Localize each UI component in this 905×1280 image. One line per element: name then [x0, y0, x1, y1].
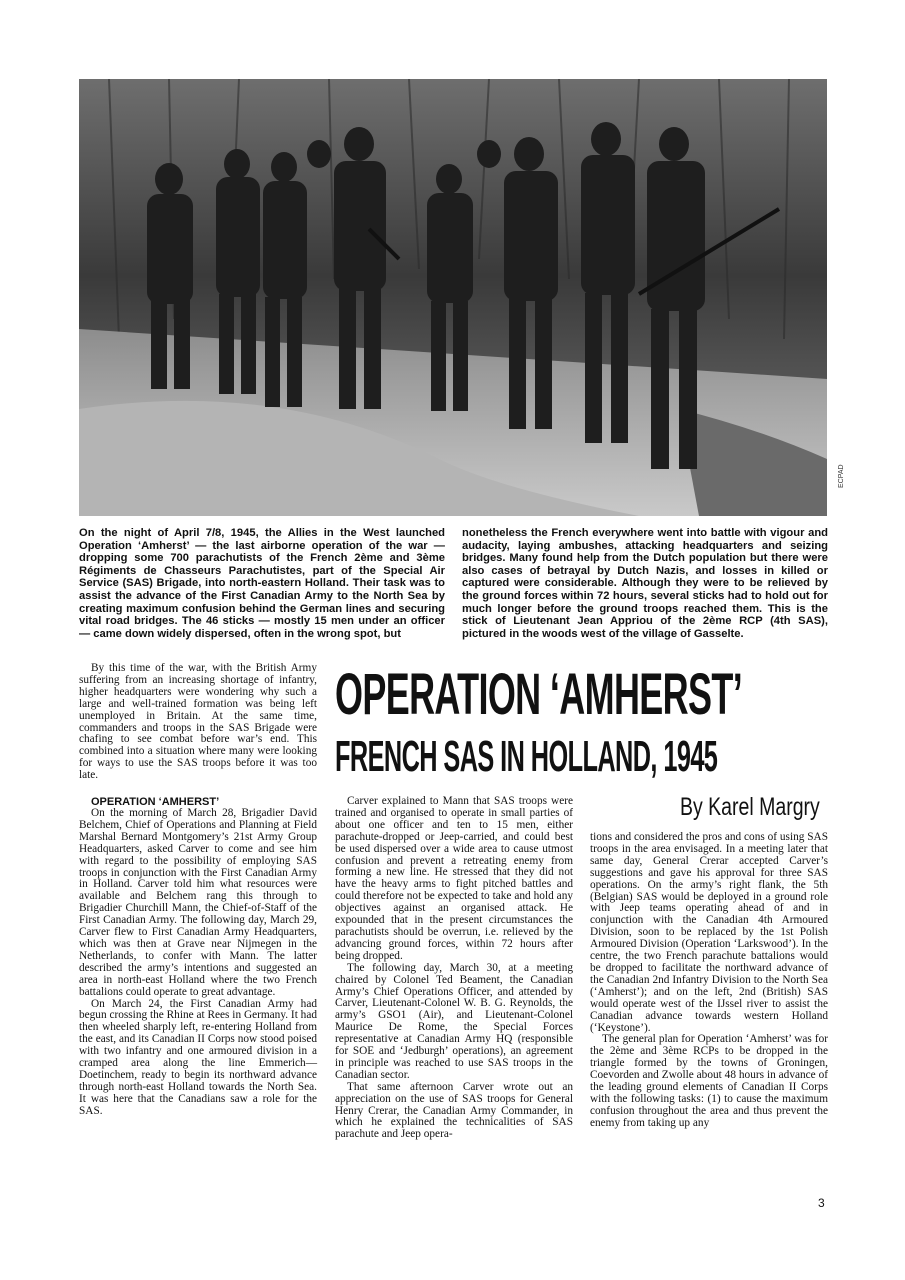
paragraph: Carver explained to Mann that SAS troops were trained and organised to operate in small parties of about one officer and ten to 15 men, either parachute-dropped or Jeep-carried, and could best be used dispersed over a wide area to cause utmost confusion and prevent a retreating enemy from forming a new line. He stressed that they did not have the heavy arms to fight pitched battles and could therefore not be expected to take and hold any objectives against an organised attack. He expounded that in the present circumstances the parachutists should be overrun, i.e. relieved by the advancing ground forces, within 72 hours after being dropped. — [335, 795, 573, 962]
section-heading: OPERATION ‘AMHERST’ — [91, 796, 220, 808]
photo-credit: ECPAD — [838, 464, 845, 488]
article-intro-column — [79, 663, 317, 782]
paragraph: The following day, March 30, at a meeting chaired by Colonel Ted Beament, the Canadian Army’s Chief Operations Officer, and attended by Carver, Lieutenant-Colonel W. B. G. Reynolds, the army’s GSO1 (Air), and Lieutenant-Colonel Maurice De Rome, the Special Forces representative at Canadian Army HQ (responsible for SOE and ‘Jedburgh’ operations), an agreement in principle was reached to use SAS troops in the Canadian sector. — [335, 961, 573, 1081]
soldiers-photo — [79, 79, 827, 516]
article-title: OPERATION ‘AMHERST’ — [335, 662, 743, 727]
photo-caption-left: On the night of April 7/8, 1945, the Allies in the West launched Operation ‘Amherst’ — the last airborne operation of the war — dropping some 700 parachutists of the French 2ème and 3ème Régiments de Chasseurs Parachutistes, part of the Special Air Service (SAS) Brigade, into north-eastern Holland. Their task was to assist the advance of the First Canadian Army to the North Sea by creating maximum confusion behind the German lines and securing vital road bridges. The 46 sticks — mostly 15 men under an officer — came down widely dispersed, often in the wrong spot, but — [79, 527, 445, 640]
soldiers-photo-illustration — [79, 79, 827, 516]
paragraph: tions and considered the pros and cons of using SAS troops in the area envisaged. In a meeting later that same day, General Crerar accepted Carver’s suggestions and gave his approval for three SAS operations. On the army’s right flank, the 5th (Belgian) SAS would be deployed in a ground role with Jeep teams operating ahead of and in conjunction with the Canadian 4th Armoured Division, soon to be replaced by the 1st Polish Armoured Division (Operation ‘Larkswood’). In the centre, the two French parachute battalions would be dropped to facilitate the northward advance of the Canadian 2nd Infantry Division to the North Sea (‘Amherst’); and on the left, 2nd (British) SAS would operate west of the IJssel river to assist the Canadian advance towards western Holland (‘Keystone’). — [590, 831, 828, 1034]
paragraph: On March 24, the First Canadian Army had begun crossing the Rhine at Rees in Germany. It had then wheeled sharply left, re-entering Holland from the east, and its Canadian II Corps now stood poised with two infantry and one armoured division in a cramped area along the line Emmerich—Doetinchem, ready to begin its northward advance through north-east Holland towards the North Sea. It was here that the Canadians saw a role for the SAS. — [79, 997, 317, 1117]
paragraph: The general plan for Operation ‘Amherst’ was for the 2ème and 3ème RCPs to be dropped in the triangle formed by the towns of Groningen, Coevorden and Zwolle about 48 hours in advance of the leading ground elements of Canadian II Corps with the following tasks: (1) to cause the maximum confusion throughout the area and thus prevent the enemy from taking up any — [590, 1033, 828, 1129]
article-column-2 — [335, 796, 573, 1141]
article-column-1 — [79, 796, 317, 1118]
paragraph: That same afternoon Carver wrote out an appreciation on the use of SAS troops for General Henry Crerar, the Canadian Army Commander, in which he explained the technicalities of SAS parachute and Jeep opera- — [335, 1080, 573, 1141]
article-subtitle: FRENCH SAS IN HOLLAND, 1945 — [335, 732, 718, 781]
intro-paragraph: By this time of the war, with the British Army suffering from an increasing shortage of infantry, higher headquarters were wondering why such a large and well-trained formation was being left unemployed in Britain. At the same time, commanders and troops in the SAS Brigade were chafing to see combat before war’s end. This combined into a situation where many were looking for ways to use the SAS troops before it was too late. — [79, 662, 317, 782]
photo-caption-right: nonetheless the French everywhere went into battle with vigour and audacity, laying ambushes, attacking headquarters and seizing bridges. Many found help from the Dutch population but there were also cases of betrayal by Dutch Nazis, and losses in killed or captured were considerable. Although they were to be relieved by the ground forces within 72 hours, several sticks had to hold out for much longer before the ground troops reached them. This is the stick of Lieutenant Jean Appriou of the 2ème RCP (4th SAS), pictured in the woods west of the village of Gasselte. — [462, 527, 828, 640]
article-column-3 — [590, 832, 828, 1130]
article-byline: By Karel Margry — [680, 793, 820, 821]
paragraph: On the morning of March 28, Brigadier David Belchem, Chief of Operations and Planning at Field Marshal Bernard Montgomery’s 21st Army Group Headquarters, asked Carver to come and see him with regard to the possibility of employing SAS troops in conjunction with the First Canadian Army in Holland. Carver told him what resources were available and Belchem rang this through to Brigadier Churchill Mann, the Chief-of-Staff of the First Canadian Army. The following day, March 29, Carver flew to First Canadian Army Headquarters, which was then at Grave near Nijmegen in the Netherlands, to confer with Mann. The latter described the army’s intentions and suggested an area in north-east Holland where the two French battalions could operate to great advantage. — [79, 807, 317, 998]
page-number: 3 — [818, 1196, 825, 1210]
